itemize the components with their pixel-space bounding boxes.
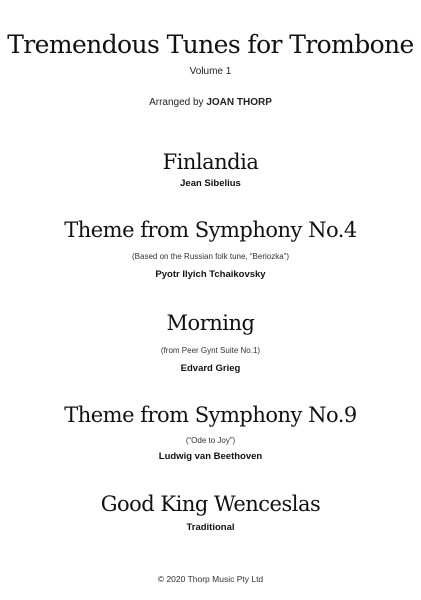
piece-composer-traditional: Traditional bbox=[186, 522, 235, 533]
arranger-name: JOAN THORP bbox=[206, 97, 272, 108]
piece-composer-beethoven: Ludwig van Beethoven bbox=[158, 451, 263, 462]
piece-composer-grieg: Edvard Grieg bbox=[180, 363, 241, 374]
volume-label: Volume 1 bbox=[189, 66, 232, 77]
piece-title-morning: Morning bbox=[166, 311, 255, 335]
piece-note-beriozka: (Based on the Russian folk tune, “Beriozka”) bbox=[132, 252, 289, 261]
arranger-line bbox=[0, 97, 421, 108]
piece-composer-sibelius: Jean Sibelius bbox=[180, 178, 241, 189]
piece-title-good-king-wenceslas: Good King Wenceslas bbox=[100, 492, 321, 516]
piece-title-finlandia: Finlandia bbox=[162, 150, 259, 174]
book-title: Tremendous Tunes for Trombone bbox=[7, 30, 414, 59]
arranged-by-prefix: Arranged by bbox=[149, 97, 204, 108]
piece-title-tchaikovsky-4: Theme from Symphony No.4 bbox=[64, 218, 357, 242]
copyright-notice: © 2020 Thorp Music Pty Ltd bbox=[157, 574, 264, 584]
piece-note-ode-to-joy: (“Ode to Joy”) bbox=[185, 436, 236, 445]
piece-composer-tchaikovsky: Pyotr Ilyich Tchaikovsky bbox=[155, 269, 266, 280]
piece-title-beethoven-9: Theme from Symphony No.9 bbox=[64, 403, 357, 427]
piece-note-peer-gynt: (from Peer Gynt Suite No.1) bbox=[160, 346, 261, 355]
